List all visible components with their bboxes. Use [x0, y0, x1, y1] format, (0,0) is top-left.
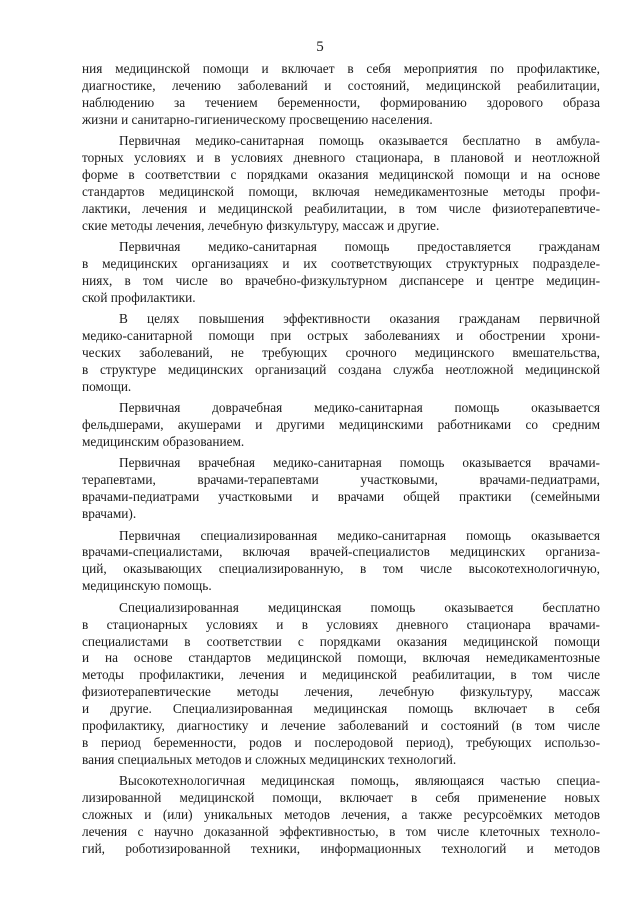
- text-line: профилактику, диагностику и лечение заболеваний и состояний (в том числе: [82, 718, 600, 734]
- text-line: ций, оказывающих специализированную, в том числе высокотехнологичную,: [82, 561, 600, 577]
- text-line: медико-санитарной помощи при острых заболеваниях и обострении хрони-: [82, 328, 600, 344]
- text-line: Первичная доврачебная медико-санитарная помощь оказывается: [119, 400, 600, 416]
- text-line: в структуре медицинских организаций создана служба неотложной медицинской: [82, 361, 600, 377]
- text-line: терапевтами, врачами-терапевтами участковыми, врачами-педиатрами,: [82, 472, 600, 488]
- paragraph: [82, 600, 600, 769]
- text-line: форме в соответствии с порядками оказания медицинской помощи и на основе: [82, 166, 600, 182]
- text-line: врачами-педиатрами участковыми и врачами общей практики (семейными: [82, 489, 600, 505]
- text-line: Первичная врачебная медико-санитарная помощь оказывается врачами-: [119, 455, 600, 471]
- text-line: Специализированная медицинская помощь оказывается бесплатно: [119, 599, 600, 615]
- text-line: Первичная медико-санитарная помощь оказывается бесплатно в амбула-: [119, 133, 600, 149]
- paragraph: [82, 133, 600, 234]
- text-line: ские методы лечения, лечебную физкультуру, массаж и другие.: [82, 217, 440, 233]
- text-line: ниях, в том числе во врачебно-физкультурном диспансере и центре медицин-: [82, 272, 600, 288]
- paragraph: [82, 61, 600, 129]
- text-line: лизированной медицинской помощи, включает в себя применение новых: [82, 790, 600, 806]
- text-line: в период беременности, родов и послеродовой период), требующих использо-: [82, 734, 600, 750]
- text-line: Первичная специализированная медико-санитарная помощь оказывается: [119, 527, 600, 543]
- page-number: 5: [316, 39, 324, 55]
- text-line: сложных и (или) уникальных методов лечения, а также ресурсоёмких методов: [82, 807, 600, 823]
- text-line: в медицинских организациях и их соответствующих структурных подразделе-: [82, 255, 600, 271]
- text-line: медицинским образованием.: [82, 434, 245, 450]
- paragraph: [82, 311, 600, 396]
- text-line: и другие. Специализированная медицинская помощь включает в себя: [82, 701, 600, 717]
- paragraph: [82, 455, 600, 523]
- text-line: методы профилактики, лечения и медицинской реабилитации, в том числе: [82, 667, 600, 683]
- text-line: гий, роботизированной техники, информационных технологий и методов: [82, 840, 600, 856]
- paragraph: [82, 400, 600, 451]
- text-line: В целях повышения эффективности оказания гражданам первичной: [119, 311, 600, 327]
- text-line: лечения с научно доказанной эффективностью, в том числе клеточных техноло-: [82, 823, 600, 839]
- text-line: медицинскую помощь.: [82, 578, 212, 594]
- text-line: Высокотехнологичная медицинская помощь, являющаяся частью специа-: [119, 773, 600, 789]
- paragraph: [82, 239, 600, 307]
- text-line: Первичная медико-санитарная помощь предоставляется гражданам: [119, 239, 600, 255]
- text-line: стандартов медицинской помощи, включая немедикаментозные методы профи-: [82, 183, 600, 199]
- document-body: [82, 61, 600, 862]
- text-line: жизни и санитарно-гигиеническому просвещению населения.: [82, 111, 433, 127]
- paragraph: [82, 773, 600, 858]
- text-line: ской профилактики.: [82, 289, 196, 305]
- text-line: торных условиях и в условиях дневного стационара, в плановой и неотложной: [82, 150, 600, 166]
- text-line: вания специальных методов и сложных медицинских технологий.: [82, 751, 457, 767]
- text-line: физиотерапевтические методы лечения, лечебную физкультуру, массаж: [82, 684, 600, 700]
- text-line: врачами-специалистами, включая врачей-специалистов медицинских организа-: [82, 544, 600, 560]
- text-line: ния медицинской помощи и включает в себя мероприятия по профилактике,: [82, 61, 600, 76]
- text-line: ческих заболеваний, не требующих срочного медицинского вмешательства,: [82, 345, 600, 360]
- text-line: фельдшерами, акушерами и другими медицинскими работниками со средним: [82, 417, 600, 433]
- text-line: наблюдению за течением беременности, формированию здорового образа: [82, 94, 600, 110]
- text-line: специалистами в соответствии с порядками оказания медицинской помощи: [82, 633, 600, 649]
- text-line: врачами).: [82, 506, 137, 522]
- text-line: диагностике, лечению заболеваний и состояний, медицинской реабилитации,: [82, 77, 600, 93]
- paragraph: [82, 528, 600, 596]
- text-line: и на основе стандартов медицинской помощи, включая немедикаментозные: [82, 650, 600, 666]
- text-line: помощи.: [82, 378, 132, 394]
- text-line: в стационарных условиях и в условиях дневного стационара врачами-: [82, 616, 600, 632]
- text-line: лактики, лечения и медицинской реабилитации, в том числе физиотерапевтиче-: [82, 200, 600, 216]
